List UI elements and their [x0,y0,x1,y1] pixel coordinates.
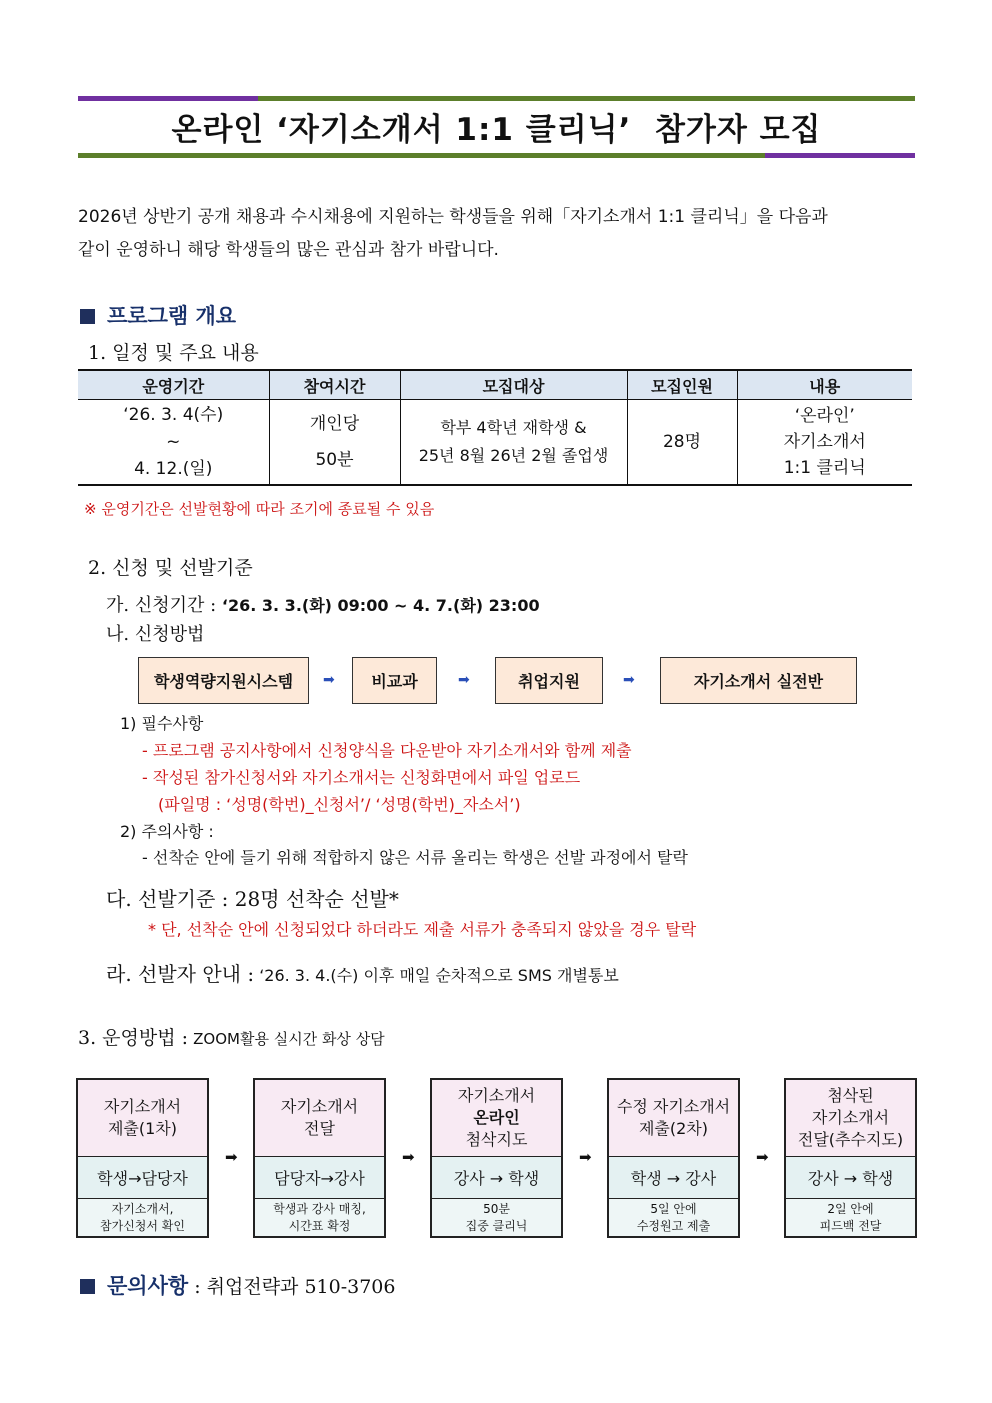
contact-value: 취업전략과 510-3706 [206,1276,396,1298]
table-header-row [78,370,912,400]
process-detail-line: 자기소개서, [111,1201,174,1216]
process-title-line: 첨삭지도 [465,1130,528,1149]
notice-value: ‘26. 3. 4.(수) 이후 매일 순차적으로 SMS 개별통보 [259,966,619,985]
process-step-detail [255,1199,384,1236]
caution-label: 2) 주의사항 : [120,822,214,841]
required-label: 1) 필수사항 [120,714,204,733]
process-title-line: 자기소개서 [457,1086,536,1105]
arrow-right-icon: ➡ [579,1148,592,1166]
notice [106,958,619,987]
process-step-detail [78,1199,207,1236]
period-start: ‘26. 3. 4(수) [123,404,224,425]
section-program-overview [80,300,236,330]
process-detail-line: 2일 안에 [827,1201,874,1216]
process-detail-line: 집중 클리닉 [465,1218,528,1233]
page-title: 온라인 ‘자기소개서 1:1 클리닉’ 참가자 모집 [171,112,822,148]
apply-period [106,591,540,617]
title-bar-bottom-green [78,153,765,158]
process-title-line: 온라인 [473,1108,520,1127]
cell-content [737,400,912,486]
header-target: 모집대상 [400,370,627,400]
cell-period [78,400,269,486]
process-title-line: 제출(1차) [107,1119,178,1138]
item-3-heading [78,1023,385,1050]
caution-line: - 선착순 안에 들기 위해 적합하지 않은 서류 올리는 학생은 선발 과정에서 탈락 [142,848,688,867]
flow-step-1: 학생역량지원시스템 [138,657,309,704]
content-line-2: 자기소개서 [783,432,866,452]
process-step-title [609,1080,738,1157]
required-line-3: (파일명 : ‘성명(학번)_신청서’/ ‘성명(학번)_자소서’) [158,795,521,814]
process-step-flow: 학생→담당자 [78,1157,207,1199]
process-title-line: 전달(추수지도) [797,1130,904,1149]
intro-line-1: 2026년 상반기 공개 채용과 수시채용에 지원하는 학생들을 위해「자기소개서 1:1 클리닉」을 다음과 [78,207,828,227]
process-detail-line: 5일 안에 [650,1201,697,1216]
cell-count: 28명 [627,400,737,486]
process-step-3 [430,1078,563,1238]
process-step-title [255,1080,384,1157]
criteria-label: 다. 선발기준 : 28명 선착순 선발* [106,887,399,911]
apply-period-label: 가. 신청기간 : [106,595,217,616]
process-step-1 [76,1078,209,1238]
process-step-flow: 담당자→강사 [255,1157,384,1199]
time-line-2: 50분 [315,450,354,470]
apply-period-value: ‘26. 3. 3.(화) 09:00 ~ 4. 7.(화) 23:00 [221,596,540,615]
process-title-line: 자기소개서 [103,1097,182,1116]
process-step-detail [609,1199,738,1236]
process-title-line: 첨삭된 [827,1086,874,1105]
cell-target [400,400,627,486]
process-step-detail [786,1199,915,1236]
process-step-flow: 강사 → 학생 [786,1157,915,1199]
header-content: 내용 [737,370,912,400]
flow-step-4: 자기소개서 실전반 [660,657,857,704]
process-title-line: 자기소개서 [811,1108,890,1127]
flow-step-3: 취업지원 [495,657,603,704]
item-1-heading: 1. 일정 및 주요 내용 [88,342,259,364]
flow-step-2: 비교과 [352,657,437,704]
content-line-3: 1:1 클리닉 [783,458,866,478]
process-step-title [786,1080,915,1157]
criteria-note: * 단, 선착순 안에 신청되었다 하더라도 제출 서류가 충족되지 않았을 경우 탈락 [148,920,697,939]
content-line-1: ‘온라인’ [794,406,855,426]
arrow-right-icon: ➡ [458,672,470,688]
square-bullet-icon [80,1279,95,1294]
item-2-heading: 2. 신청 및 선발기준 [88,557,253,579]
overview-table [78,369,912,486]
item-3-label: 3. 운영방법 : [78,1027,189,1049]
contact [80,1270,396,1300]
process-step-5 [784,1078,917,1238]
intro-line-2: 같이 운영하니 해당 학생들의 많은 관심과 참가 바랍니다. [78,240,499,260]
header-count: 모집인원 [627,370,737,400]
intro-text [78,201,918,267]
section-label: 프로그램 개요 [107,304,237,328]
header-time: 참여시간 [269,370,400,400]
arrow-right-icon: ➡ [323,672,335,688]
process-step-4 [607,1078,740,1238]
process-step-2 [253,1078,386,1238]
header-period: 운영기간 [78,370,269,400]
process-step-title [78,1080,207,1157]
process-title-line: 전달 [304,1119,335,1138]
process-detail-line: 피드백 전달 [819,1218,882,1233]
item-3-value: ZOOM활용 실시간 화상 상담 [193,1030,385,1048]
process-title-line: 자기소개서 [280,1097,359,1116]
period-tilde: ~ [166,431,181,452]
table-row [78,400,912,486]
period-end: 4. 12.(일) [134,458,213,479]
square-bullet-icon [80,309,95,324]
table-note: ※ 운영기간은 선발현황에 따라 조기에 종료될 수 있음 [84,500,435,518]
notice-label: 라. 선발자 안내 : [106,962,255,986]
required-line-2: - 작성된 참가신청서와 자기소개서는 신청화면에서 파일 업로드 [142,768,581,787]
arrow-right-icon: ➡ [623,672,635,688]
process-detail-line: 참가신청서 확인 [100,1218,185,1233]
process-detail-line: 수정원고 제출 [636,1218,711,1233]
process-step-flow: 학생 → 강사 [609,1157,738,1199]
title-bar-top-purple [78,96,258,101]
contact-label: 문의사항 [107,1274,189,1298]
process-detail-line: 50분 [483,1201,510,1216]
time-line-1: 개인당 [309,414,360,434]
process-step-detail [432,1199,561,1236]
contact-sep: : [188,1276,207,1298]
process-title-line: 수정 자기소개서 [616,1097,731,1116]
process-title-line: 제출(2차) [638,1119,709,1138]
arrow-right-icon: ➡ [402,1148,415,1166]
target-line-2: 25년 8월 26년 2월 졸업생 [418,446,609,465]
title-bar-bottom-purple [765,153,915,158]
arrow-right-icon: ➡ [756,1148,769,1166]
apply-method-label: 나. 신청방법 [106,624,205,645]
target-line-1: 학부 4학년 재학생 & [440,418,587,437]
arrow-right-icon: ➡ [225,1148,238,1166]
cell-time [269,400,400,486]
title-bar-top-green [258,96,915,101]
process-detail-line: 시간표 확정 [288,1218,351,1233]
process-step-title [432,1080,561,1157]
process-step-flow: 강사 → 학생 [432,1157,561,1199]
required-line-1: - 프로그램 공지사항에서 신청양식을 다운받아 자기소개서와 함께 제출 [142,741,632,760]
process-detail-line: 학생과 강사 매칭, [273,1201,366,1216]
